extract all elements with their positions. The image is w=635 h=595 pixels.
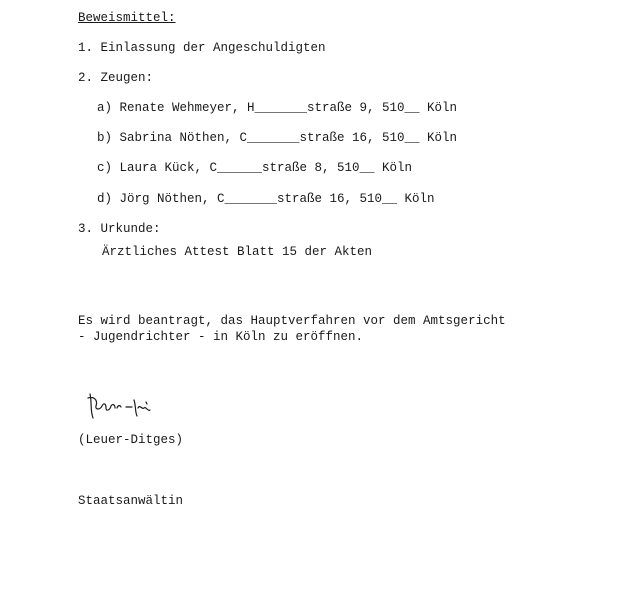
evidence-item-1: 1. Einlassung der Angeschuldigten — [78, 41, 326, 55]
witness-d: d) Jörg Nöthen, C_______straße 16, 510__ Köln — [97, 192, 435, 206]
motion-text-line-1: Es wird beantragt, das Hauptverfahren vor dem Amtsgericht — [78, 314, 506, 328]
handwritten-signature — [84, 388, 164, 428]
evidence-item-3-detail: Ärztliches Attest Blatt 15 der Akten — [102, 245, 373, 259]
evidence-heading: Beweismittel: — [78, 11, 176, 25]
witness-a: a) Renate Wehmeyer, H_______straße 9, 510__ Köln — [97, 101, 458, 115]
signatory-role: Staatsanwältin — [78, 494, 184, 508]
evidence-item-2: 2. Zeugen: — [78, 71, 154, 85]
signature-name: (Leuer-Ditges) — [78, 433, 184, 447]
evidence-item-3: 3. Urkunde: — [78, 222, 161, 236]
witness-b: b) Sabrina Nöthen, C_______straße 16, 510__ Köln — [97, 131, 458, 145]
witness-c: c) Laura Kück, C______straße 8, 510__ Köln — [97, 161, 413, 175]
motion-text-line-2: - Jugendrichter - in Köln zu eröffnen. — [78, 330, 364, 344]
